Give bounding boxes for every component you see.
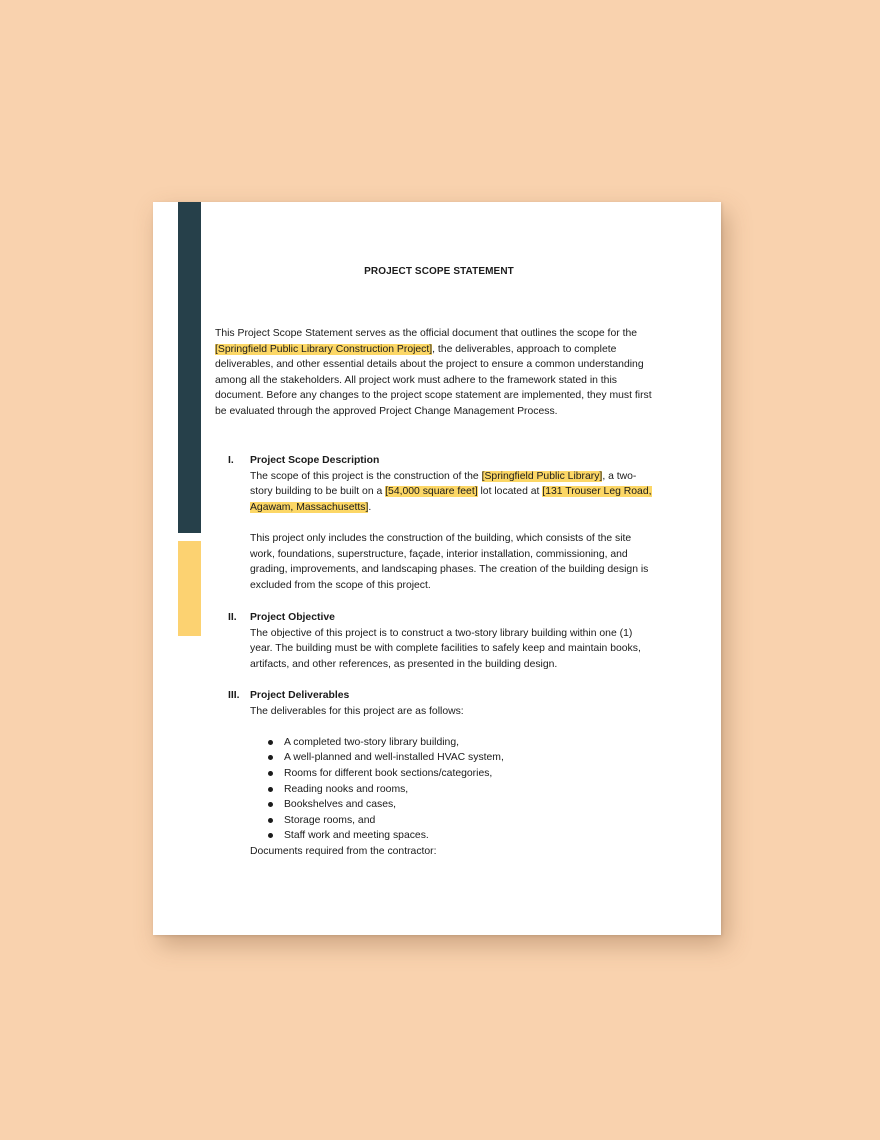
section-title: Project Objective xyxy=(250,612,335,623)
highlight-library-name: [Springfield Public Library] xyxy=(481,470,603,482)
section-title: Project Scope Description xyxy=(250,455,380,466)
section-body xyxy=(250,453,653,593)
list-item: A well-planned and well-installed HVAC system, xyxy=(250,750,653,766)
bullet-icon xyxy=(268,802,273,807)
bullet-icon xyxy=(268,740,273,745)
scope-paragraph-1 xyxy=(250,469,653,516)
highlight-project-name: [Springfield Public Library Construction Project] xyxy=(215,343,433,355)
section-number: III. xyxy=(228,690,240,701)
scope-text-3: lot located at xyxy=(477,486,543,498)
section-body xyxy=(250,610,653,672)
bullet-icon xyxy=(268,818,273,823)
intro-text-2: , the deliverables, approach to complete deliverables, and other essential details about the project to ensure a common understanding among all the stakeholders. All project work must adhere to the framework stated in this document. Before any changes to the project scope statement are implemented, they must first be evaluated through the approved Project Change Management Process. xyxy=(215,343,652,417)
list-item: Bookshelves and cases, xyxy=(250,797,653,813)
list-item: A completed two-story library building, xyxy=(250,735,653,751)
document-title: PROJECT SCOPE STATEMENT xyxy=(364,266,514,277)
list-item: Reading nooks and rooms, xyxy=(250,782,653,798)
scope-paragraph-2: This project only includes the construction of the building, which consists of the site work, foundations, superstructure, façade, interior installation, commissioning, and grading, improvements, and landscaping phases. The creation of the building design is excluded from the scope of this project. xyxy=(250,532,649,591)
bullet-icon xyxy=(268,787,273,792)
intro-text-1: This Project Scope Statement serves as the official document that outlines the scope for the xyxy=(215,328,638,339)
bullet-icon xyxy=(268,833,273,838)
objective-paragraph: The objective of this project is to construct a two-story library building within one (1) year. The building must be with complete facilities to safely keep and maintain books, artifacts, and other references, as presented in the building design. xyxy=(250,627,641,670)
section-number: I. xyxy=(228,455,234,466)
bullet-icon xyxy=(268,771,273,776)
list-item: Rooms for different book sections/categories, xyxy=(250,766,653,782)
deliverables-intro: The deliverables for this project are as follows: xyxy=(250,705,464,717)
section-title: Project Deliverables xyxy=(250,690,350,701)
contractor-documents-label: Documents required from the contractor: xyxy=(250,845,437,857)
section-body xyxy=(250,688,653,860)
scope-text-2: , a two-story building to be built on a xyxy=(250,470,637,498)
bullet-icon xyxy=(268,755,273,760)
scope-text-1: The scope of this project is the construction of the xyxy=(250,470,482,482)
highlight-lot-size: [54,000 square feet] xyxy=(385,486,478,498)
accent-bar-yellow xyxy=(178,541,201,636)
accent-bar-dark xyxy=(178,202,201,533)
section-number: II. xyxy=(228,612,237,623)
scope-text-4: . xyxy=(368,501,372,513)
intro-paragraph xyxy=(215,326,663,420)
deliverables-list xyxy=(250,735,653,844)
highlight-address: [131 Trouser Leg Road, Agawam, Massachusetts] xyxy=(250,486,652,513)
document-page xyxy=(153,202,721,935)
list-item: Storage rooms, and xyxy=(250,813,653,829)
list-item: Staff work and meeting spaces. xyxy=(250,828,653,844)
